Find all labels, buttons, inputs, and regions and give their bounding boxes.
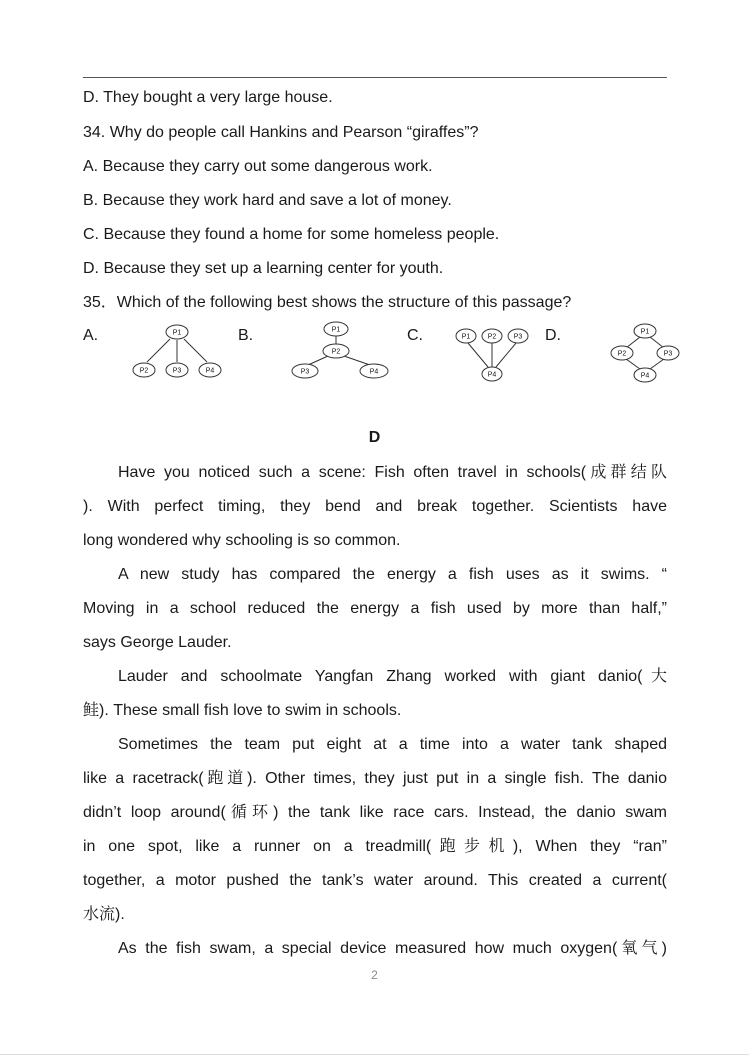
page-number: 2 bbox=[371, 968, 378, 982]
passage-line: As the fish swam, a special device measured how much oxygen(氧气) bbox=[118, 940, 667, 957]
diagram-d-node: P1 bbox=[640, 328, 650, 336]
q34-option-a: A. Because they carry out some dangerous work. bbox=[83, 158, 433, 175]
top-rule bbox=[83, 77, 667, 78]
passage-line: says George Lauder. bbox=[83, 634, 232, 651]
section-heading: D bbox=[368, 429, 381, 446]
diagram-b-node: P4 bbox=[369, 368, 379, 376]
passage-line: in one spot, like a runner on a treadmill(跑步机), When they “ran” bbox=[83, 838, 667, 855]
q34-stem: 34. Why do people call Hankins and Pearson “giraffes”? bbox=[83, 124, 479, 141]
diagram-c-node: P4 bbox=[487, 371, 497, 379]
diagram-b-node: P1 bbox=[331, 326, 341, 334]
diagram-c-node: P1 bbox=[461, 333, 471, 341]
q34-option-c: C. Because they found a home for some homeless people. bbox=[83, 226, 500, 243]
diagram-d-node: P4 bbox=[640, 372, 650, 380]
q35-option-d-label: D. bbox=[545, 327, 561, 344]
passage-line: 水流). bbox=[83, 906, 125, 923]
q33-option-d: D. They bought a very large house. bbox=[83, 89, 333, 106]
diagram-b-node: P2 bbox=[331, 348, 341, 356]
q35-option-c-label: C. bbox=[407, 327, 423, 344]
q34-option-b: B. Because they work hard and save a lot of money. bbox=[83, 192, 452, 209]
q34-option-d: D. Because they set up a learning center for youth. bbox=[83, 260, 444, 277]
diagram-a-node: P1 bbox=[172, 329, 182, 337]
passage-line: like a racetrack(跑道). Other times, they just put in a single fish. The danio bbox=[83, 770, 667, 787]
passage-line: together, a motor pushed the tank’s water around. This created a current( bbox=[83, 872, 667, 889]
passage-line: ). With perfect timing, they bend and break together. Scientists have bbox=[83, 498, 667, 515]
q35-diagram-d bbox=[604, 320, 686, 384]
passage-line: Moving in a school reduced the energy a fish used by more than half,” bbox=[83, 600, 667, 617]
diagram-b-node: P3 bbox=[300, 368, 310, 376]
diagram-d-node: P2 bbox=[617, 350, 627, 358]
diagram-c-node: P3 bbox=[513, 333, 523, 341]
bottom-edge bbox=[0, 1054, 749, 1055]
passage-line: 鲑). These small fish love to swim in schools. bbox=[83, 702, 402, 719]
passage-line: long wondered why schooling is so common. bbox=[83, 532, 401, 549]
diagram-a-node: P3 bbox=[172, 367, 182, 375]
passage-line: Lauder and schoolmate Yangfan Zhang worked with giant danio(大 bbox=[118, 668, 667, 685]
q35-diagram-b bbox=[286, 318, 396, 384]
passage-line: Have you noticed such a scene: Fish often travel in schools(成群结队 bbox=[118, 464, 667, 481]
q35-option-a-label: A. bbox=[83, 327, 99, 344]
q35-diagram-c bbox=[452, 322, 534, 386]
diagram-c-node: P2 bbox=[487, 333, 497, 341]
q35-stem: 35．Which of the following best shows the structure of this passage? bbox=[83, 294, 572, 311]
passage-line: didn’t loop around(循环) the tank like race cars. Instead, the danio swam bbox=[83, 804, 667, 821]
q35-option-b-label: B. bbox=[238, 327, 254, 344]
passage-line: A new study has compared the energy a fish uses as it swims. “ bbox=[118, 566, 667, 583]
passage-line: Sometimes the team put eight at a time into a water tank shaped bbox=[118, 736, 667, 753]
diagram-a-node: P2 bbox=[139, 367, 149, 375]
q35-diagram-a bbox=[125, 320, 225, 384]
diagram-a-node: P4 bbox=[205, 367, 215, 375]
diagram-d-node: P3 bbox=[663, 350, 673, 358]
